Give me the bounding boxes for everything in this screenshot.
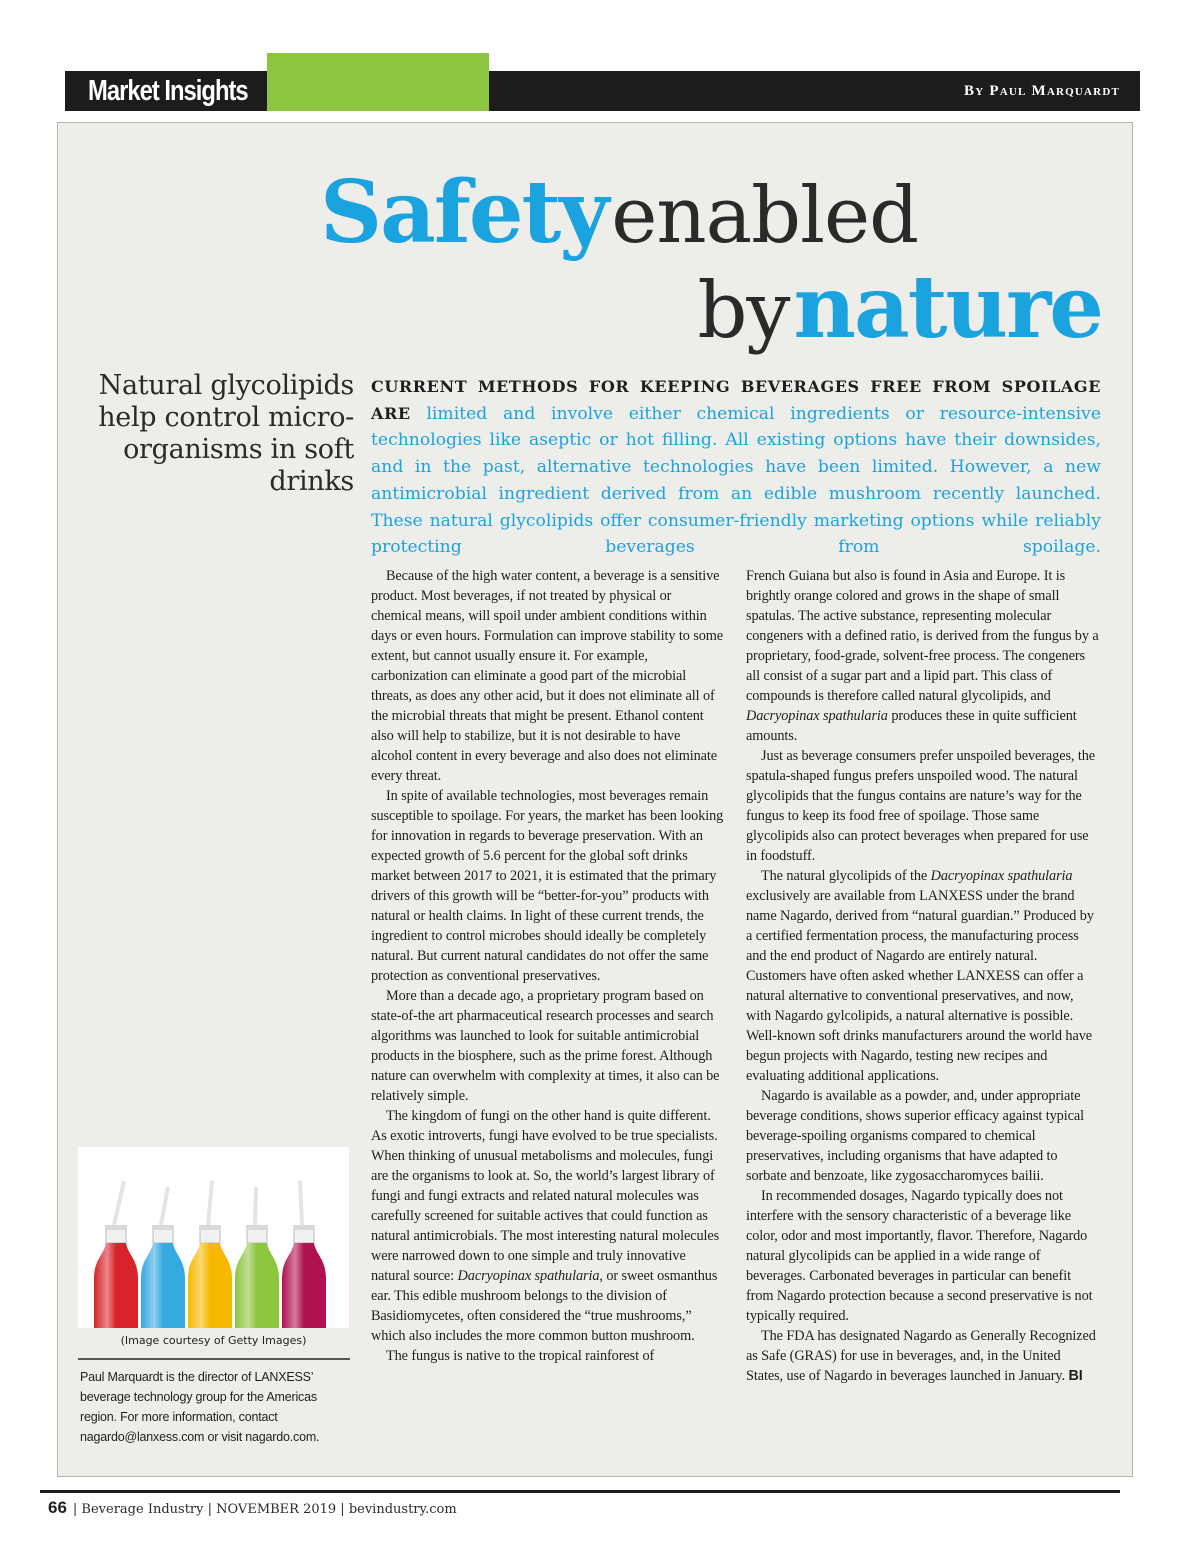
- bottle-shine: [188, 1243, 232, 1328]
- headline-line-2: [697, 257, 1102, 358]
- straw: [114, 1181, 124, 1225]
- end-mark: BI: [1068, 1368, 1083, 1384]
- body-paragraph: Nagardo is available as a powder, and, under appropriate beverage conditions, shows superior efficacy against typical beverage-spoiling organisms compared to chemical preservatives, including organisms that have adapted to sorbate and benzoate, like zygosaccharomyces bailii.: [746, 1088, 1084, 1184]
- header-accent-block: [267, 53, 489, 111]
- footer-publication: | Beverage Industry | NOVEMBER 2019 | bevindustry.com: [72, 1502, 457, 1517]
- headline-word-by: by: [697, 266, 790, 356]
- bottle-green: [235, 1187, 279, 1328]
- bottle-red: [94, 1181, 138, 1328]
- body-paragraph: Just as beverage consumers prefer unspoiled beverages, the spatula-shaped fungus prefers unspoiled wood. The natural glycolipids that the fungus contains are nature’s way for the fungus to keep its food free of spoilage. Those same glycolipids also can protect beverages when prepared for use in foodstuff.: [746, 748, 1096, 864]
- body-text: The FDA has designated Nagardo as Generally Recognized as Safe (GRAS) for use in beverages, and, in the United States, use of Nagardo in beverages launched in January.: [746, 1328, 1096, 1384]
- section-label: Market Insights: [88, 75, 248, 107]
- bottle-shine: [282, 1243, 326, 1328]
- bottle-shine: [235, 1243, 279, 1328]
- species-name: Dacryopinax spathularia: [457, 1268, 600, 1284]
- bio-divider: [78, 1358, 350, 1360]
- body-paragraph: In recommended dosages, Nagardo typically does not interfere with the sensory characteristic of a beverage like color, odor and most importantly, flavor. Therefore, Nagardo natural glycolipids can be applied in a wide range of beverages. Carbonated beverages in particular can benefit from Nagardo protection because a second preservative is not typically required.: [746, 1188, 1093, 1324]
- bottle-rim: [199, 1225, 221, 1230]
- headline-word-enabled: enabled: [611, 171, 919, 261]
- soda-bottles-illustration: [78, 1147, 349, 1328]
- species-name: Dacryopinax spathularia: [746, 708, 888, 724]
- footer-rule: [40, 1490, 1120, 1493]
- body-paragraph: [746, 866, 1100, 1086]
- headline-word-nature: nature: [793, 257, 1102, 358]
- body-column-1: [371, 566, 725, 1366]
- body-paragraph: [746, 1326, 1100, 1386]
- intro-text: limited and involve either chemical ingredients or resource-intensive technologies like aseptic or hot filling. All existing options have their downsides, and in the past, alternative technologies have been limited. However, a new antimicrobial ingredient derived from an edible mushroom recently launched. These natural glycolipids offer consumer-friendly marketing options while reliably protecting beverages from spoilage.: [371, 403, 1101, 558]
- soda-bottles-photo: [78, 1147, 349, 1328]
- subheadline: Natural glycolipids help control micro-organisms in soft drinks: [98, 370, 354, 497]
- body-text: , or sweet osmanthus ear. This edible mushroom belongs to the division of Basidiomycetes, often considered the “true mushrooms,” which also includes the more common button mushroom.: [371, 1268, 718, 1344]
- author-bio: Paul Marquardt is the director of LANXESS’ beverage technology group for the Americas region. For more information, contact nagardo@lanxess.com or visit nagardo.com.: [80, 1370, 320, 1444]
- body-text: produces these in quite sufficient amounts.: [746, 708, 1077, 744]
- bottle-rim: [293, 1225, 315, 1230]
- bottle-yellow: [188, 1181, 232, 1328]
- body-text: exclusively are available from LANXESS under the brand name Nagardo, derived from “natural guardian.” Produced by a certified fermentation process, the manufacturing process and the end product of Nagardo are entirely natural. Customers have often asked whether LANXESS can offer a natural alternative to conventional preservatives, and now, with Nagardo gylcolipids, a natural alternative is possible. Well-known soft drinks manufacturers around the world have begun projects with Nagardo, testing new recipes and evaluating additional applications.: [746, 888, 1094, 1084]
- page-footer: [48, 1498, 457, 1520]
- page-number: 66: [48, 1498, 67, 1517]
- body-column-2: [746, 566, 1100, 1386]
- bottle-rim: [152, 1225, 174, 1230]
- body-text: French Guiana but also is found in Asia and Europe. It is brightly orange colored and grows in the shape of small spatulas. The active substance, representing molecular congeners with a defined ratio, is derived from the fungus by a proprietary, food-grade, solvent-free process. The congeners all consist of a sugar part and a lipid part. This class of compounds is therefore called natural glycolipids, and: [746, 568, 1099, 704]
- bottle-magenta: [282, 1181, 326, 1328]
- bottle-blue: [141, 1187, 185, 1328]
- body-paragraph: [746, 566, 1100, 746]
- bottle-rim: [246, 1225, 268, 1230]
- bottle-rim: [105, 1225, 127, 1230]
- headline-word-safety: Safety: [320, 162, 608, 263]
- body-paragraph: [371, 1106, 725, 1346]
- body-paragraph: In spite of available technologies, most beverages remain susceptible to spoilage. For years, the market has been looking for innovation in regards to beverage preservation. With an expected growth of 5.6 percent for the global soft drinks market between 2017 to 2021, it is estimated that the primary drivers of this growth will be “better-for-you” products with natural or health claims. In light of these current trends, the ingredient to control microbes should ideally be completely natural. But current natural candidates do not offer the same protection as conventional preservatives.: [371, 788, 724, 984]
- bottle-shine: [141, 1243, 185, 1328]
- body-text: The natural glycolipids of the: [761, 868, 928, 884]
- author-byline: By Paul Marquardt: [964, 83, 1120, 99]
- straw: [255, 1187, 256, 1225]
- body-paragraph: The fungus is native to the tropical rainforest of: [386, 1348, 655, 1364]
- bottle-shine: [94, 1243, 138, 1328]
- body-text: The kingdom of fungi on the other hand is quite different. As exotic introverts, fungi have evolved to be true specialists. When thinking of unusual metabolisms and molecules, fungi are the organisms to look at. So, the world’s largest library of fungi and fungi extracts and related natural molecules was carefully screened for suitable actives that could function as natural antimicrobials. The most interesting natural molecules were narrowed down to one simple and truly innovative natural source:: [371, 1108, 720, 1284]
- headline-line-1: [320, 162, 919, 263]
- straw: [208, 1181, 212, 1225]
- straw: [161, 1187, 168, 1225]
- photo-caption: (Image courtesy of Getty Images): [120, 1334, 307, 1347]
- intro-paragraph: [371, 374, 1101, 561]
- intro-lead: CURRENT METHODS FOR KEEPING BEVERAGES FREE FROM SPOILAGE ARE: [371, 377, 1101, 423]
- species-name: Dacryopinax spathularia: [930, 868, 1073, 884]
- body-paragraph: More than a decade ago, a proprietary program based on state-of-the art pharmaceutical research processes and search algorithms was launched to look for suitable antimicrobial products in the biosphere, such as the prime forest. Although nature can overwhelm with complexity at times, it also can be relatively simple.: [371, 988, 720, 1104]
- straw: [300, 1181, 302, 1225]
- body-paragraph: Because of the high water content, a beverage is a sensitive product. Most beverages, if not treated by physical or chemical means, will spoil under ambient conditions within days or even hours. Formulation can improve stability to some extent, but cannot usually ensure it. For example, carbonization can eliminate a good part of the microbial threats, as does any other acid, but it does not eliminate all of the microbial threats that might be present. Ethanol content also will help to stabilize, but it is not desirable to have alcohol content in every beverage and also does not eliminate every threat.: [371, 568, 724, 784]
